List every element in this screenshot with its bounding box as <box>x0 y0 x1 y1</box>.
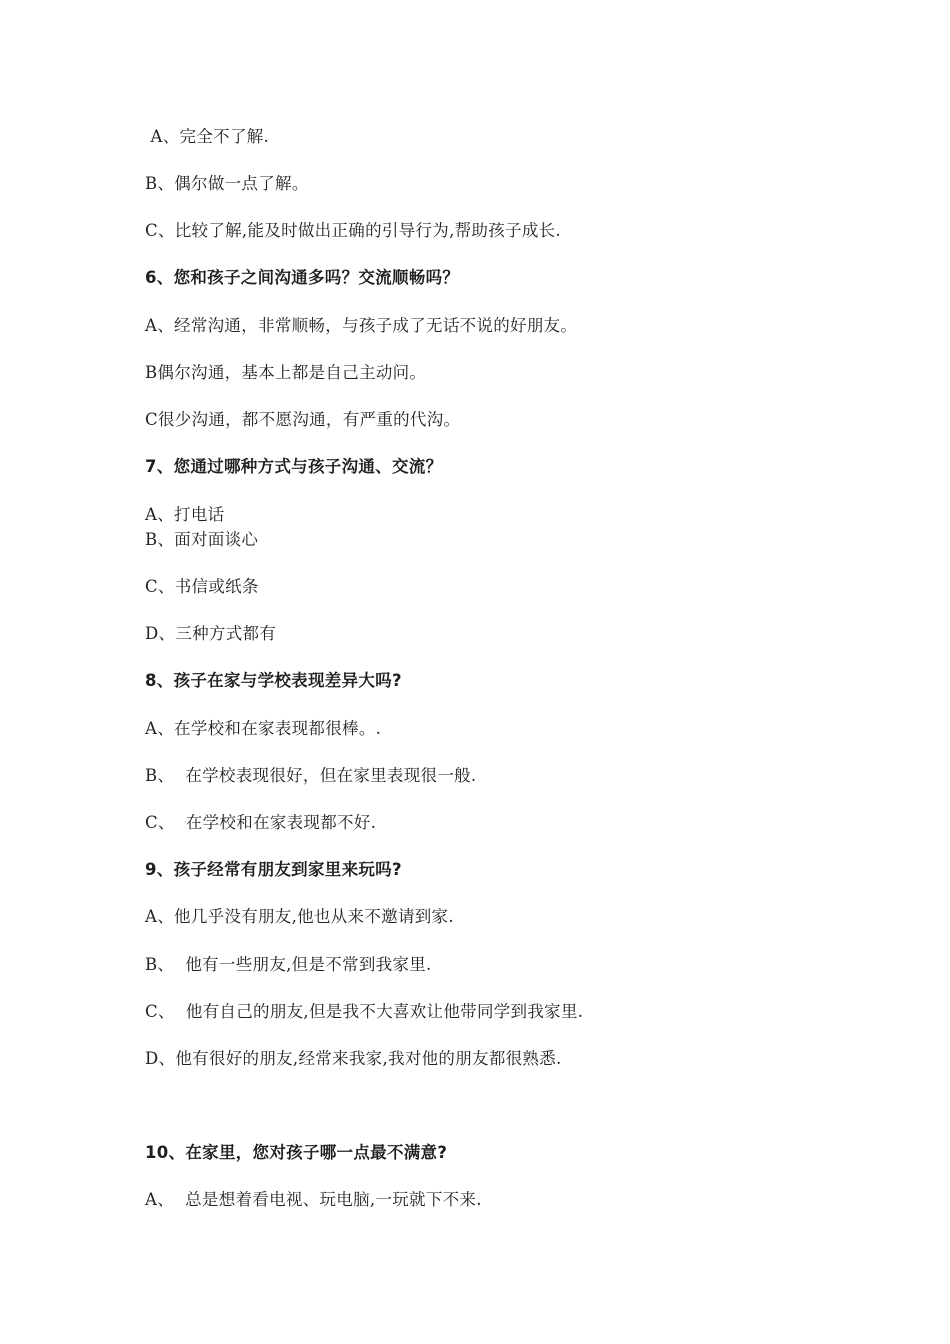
option-line: C、书信或纸条 <box>145 577 259 596</box>
option-line: A、他几乎没有朋友,他也从来不邀请到家. <box>145 907 454 926</box>
option-line: D、三种方式都有 <box>145 624 277 643</box>
option-line: C、比较了解,能及时做出正确的引导行为,帮助孩子成长. <box>145 221 561 240</box>
option-line: C、 在学校和在家表现都不好. <box>145 813 377 832</box>
option-line: C很少沟通，都不愿沟通，有严重的代沟。 <box>145 410 461 429</box>
option-line: A、完全不了解. <box>145 127 270 146</box>
option-line: D、他有很好的朋友,经常来我家,我对他的朋友都很熟悉. <box>145 1049 562 1068</box>
option-line: C、 他有自己的朋友,但是我不大喜欢让他带同学到我家里. <box>145 1002 584 1021</box>
option-line: A、打电话 <box>145 505 225 524</box>
option-line: B、面对面谈心 <box>145 530 259 549</box>
question-heading: 8、孩子在家与学校表现差异大吗? <box>145 671 402 690</box>
option-line: A、经常沟通，非常顺畅，与孩子成了无话不说的好朋友。 <box>145 316 578 335</box>
option-line: B、 在学校表现很好，但在家里表现很一般. <box>145 766 477 785</box>
option-line: B偶尔沟通，基本上都是自己主动问。 <box>145 363 427 382</box>
option-line: A、 总是想着看电视、玩电脑,一玩就下不来. <box>145 1190 482 1209</box>
question-heading: 9、孩子经常有朋友到家里来玩吗? <box>145 860 402 879</box>
question-heading: 10、在家里，您对孩子哪一点最不满意? <box>145 1143 448 1162</box>
question-heading: 6、您和孩子之间沟通多吗？交流顺畅吗？ <box>145 268 460 287</box>
question-heading: 7、您通过哪种方式与孩子沟通、交流？ <box>145 457 443 476</box>
option-line: B、 他有一些朋友,但是不常到我家里. <box>145 955 432 974</box>
option-line: B、偶尔做一点了解。 <box>145 174 309 193</box>
option-line: A、在学校和在家表现都很棒。. <box>145 719 382 738</box>
